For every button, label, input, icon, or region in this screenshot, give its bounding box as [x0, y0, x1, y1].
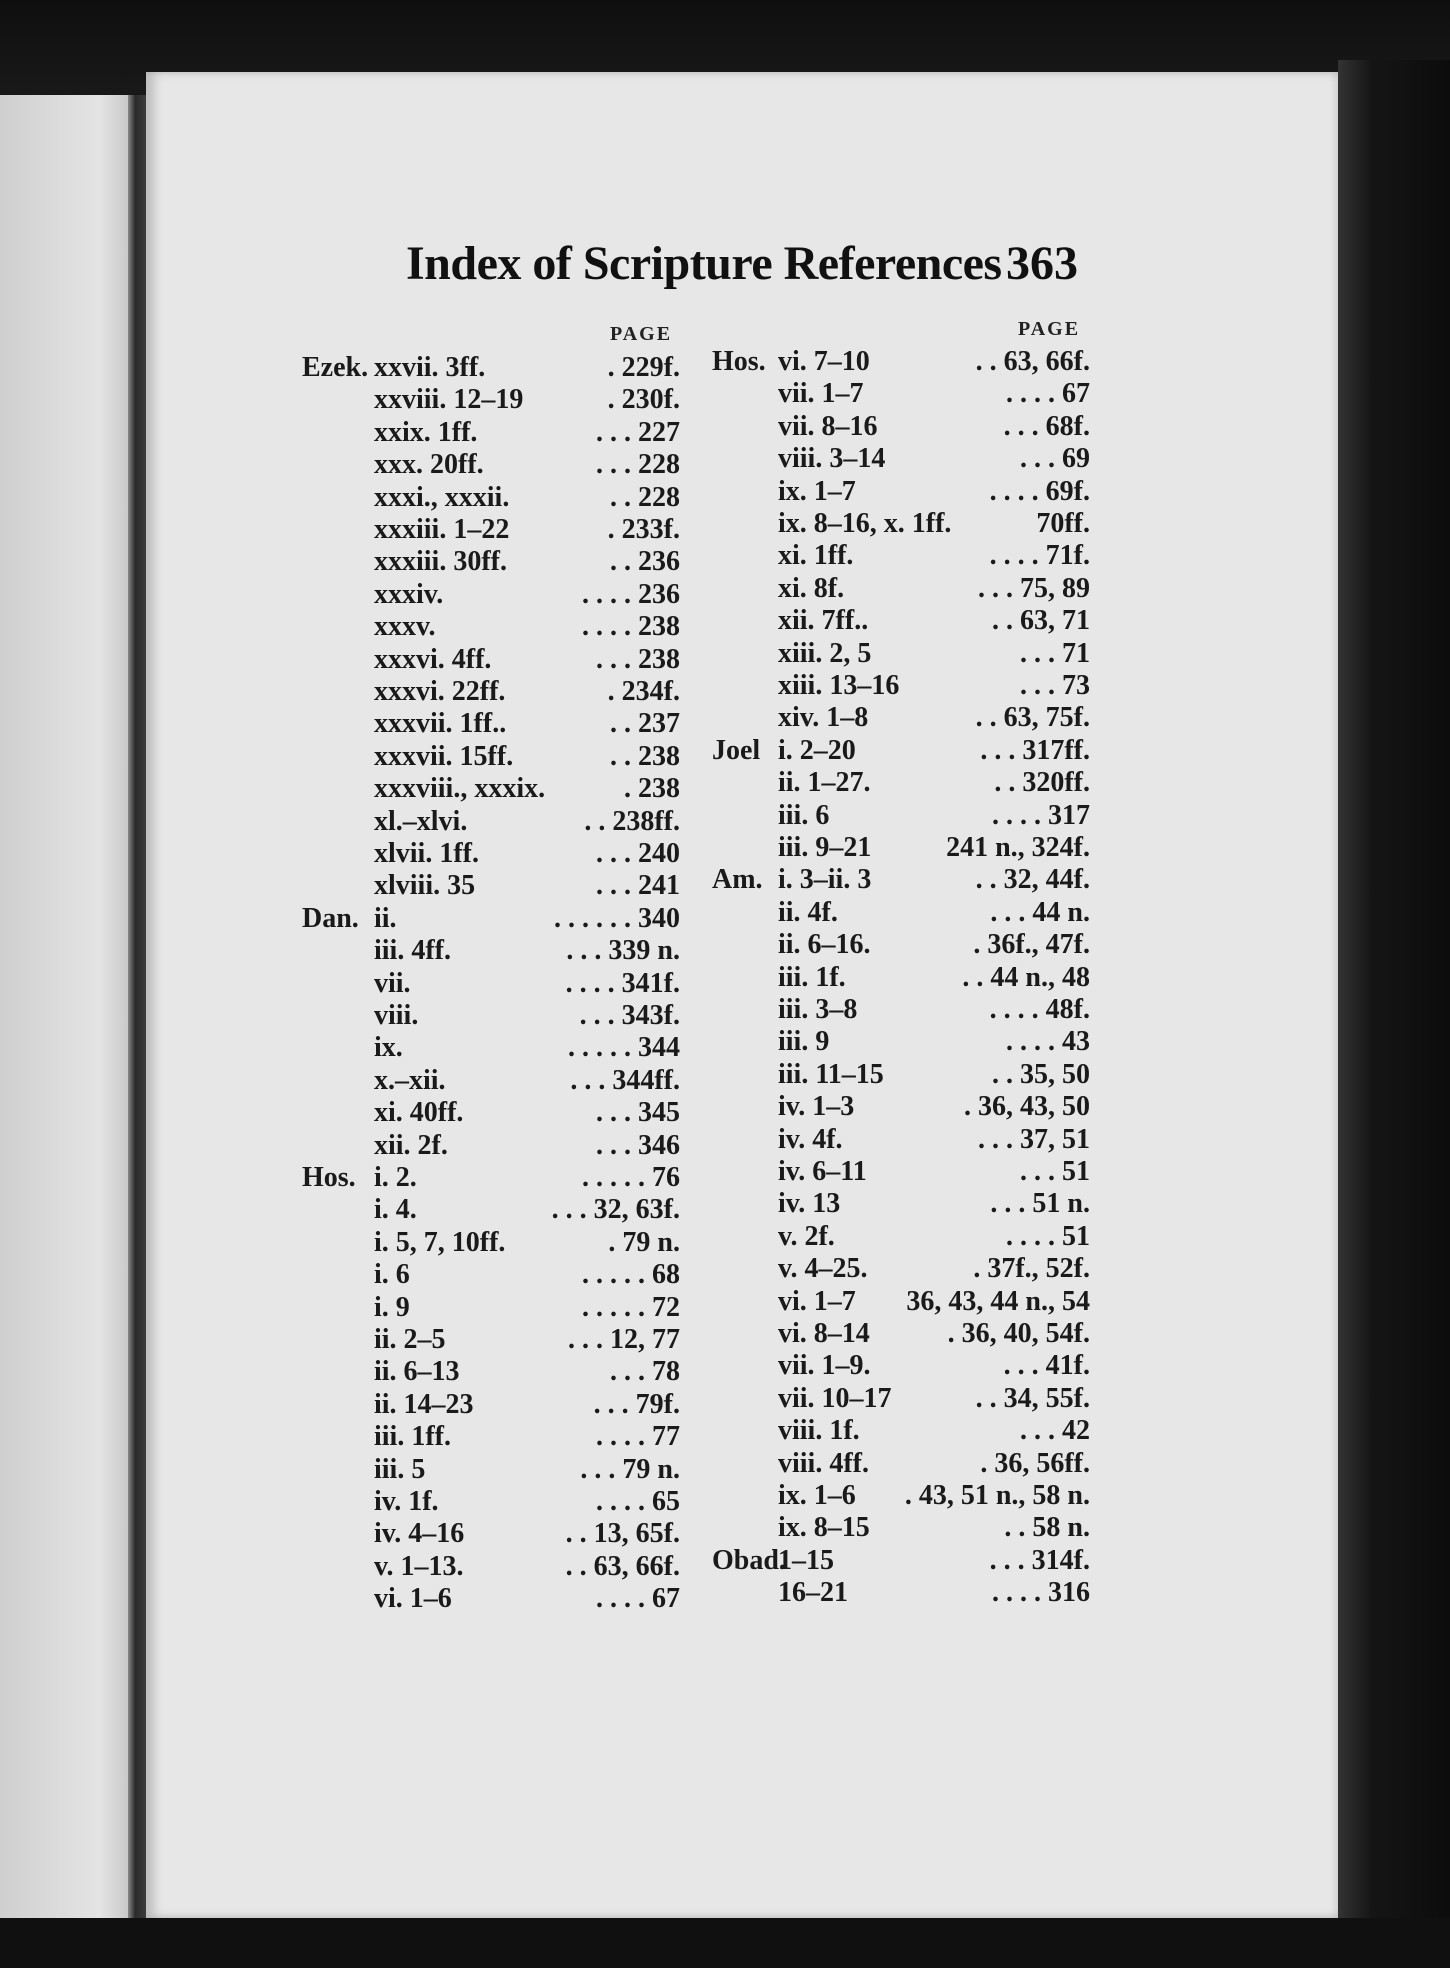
facing-page-edge: [0, 95, 142, 1925]
page-reference: . . 13, 65f.: [565, 1518, 680, 1550]
index-entry: [302, 579, 680, 613]
page-reference: . . . . 67: [596, 1583, 680, 1615]
book-abbreviation: Hos.: [302, 1162, 356, 1193]
verse-reference: xxxvii. 15ff.: [374, 740, 514, 772]
index-entry: [302, 1389, 680, 1423]
page-reference: . . . . 236: [582, 578, 680, 610]
verse-reference: xxxiii. 1–22: [374, 514, 510, 545]
page-reference: . . . 227: [596, 416, 680, 448]
verse-reference: i. 4.: [374, 1194, 417, 1226]
page-reference: . . . . 48f.: [989, 994, 1090, 1025]
index-entry: [302, 644, 680, 678]
verse-reference: xxxvii. 1ff..: [374, 708, 507, 740]
page-reference: . 43, 51 n., 58 n.: [904, 1480, 1090, 1511]
index-entry: [302, 1324, 680, 1358]
page-reference: . . 236: [610, 546, 680, 578]
verse-reference: vii. 1–7: [778, 378, 864, 410]
page-reference: 70ff.: [1036, 508, 1090, 539]
index-entry: [302, 482, 680, 516]
index-entry: [712, 411, 1090, 445]
page-reference: . . . . 316: [992, 1577, 1090, 1609]
page-reference: . . . . 65: [596, 1486, 680, 1517]
verse-reference: ii. 6–16.: [778, 929, 871, 961]
page-reference: . . 34, 55f.: [975, 1382, 1090, 1414]
index-entry: [712, 1448, 1090, 1482]
verse-reference: ii.: [374, 902, 397, 934]
verse-reference: xxviii. 12–19: [374, 384, 524, 416]
right-column-page-heading: PAGE: [1018, 318, 1081, 340]
index-entry: [712, 1577, 1090, 1611]
index-entry: [302, 1032, 680, 1066]
verse-reference: vi. 1–6: [374, 1583, 452, 1615]
page-reference: . . . 345: [596, 1097, 680, 1129]
index-entry: [302, 1292, 680, 1326]
index-entry: [712, 1350, 1090, 1384]
verse-reference: iii. 11–15: [778, 1058, 884, 1090]
index-entry: [712, 1383, 1090, 1417]
index-entry: [302, 1583, 680, 1617]
index-entry: [302, 870, 680, 904]
index-entry: [712, 1512, 1090, 1546]
page-reference: . . 63, 66f.: [565, 1550, 680, 1582]
index-entry: [712, 832, 1090, 866]
page-reference: . . . . 69f.: [989, 475, 1090, 507]
index-entry: [302, 773, 680, 807]
verse-reference: xxvii. 3ff.: [374, 352, 486, 383]
verse-reference: iii. 5: [374, 1453, 426, 1485]
page-reference: . . 63, 71: [992, 605, 1090, 637]
index-entry: [712, 670, 1090, 704]
book-abbreviation: Joel: [712, 734, 761, 766]
index-entry: [712, 929, 1090, 963]
page-reference: . . 238ff.: [584, 805, 680, 837]
verse-reference: vi. 1–7: [778, 1285, 856, 1317]
index-entry: [302, 1486, 680, 1520]
index-entry: [302, 1227, 680, 1261]
page-reference: . . . . . 72: [582, 1291, 680, 1323]
verse-reference: x.–xii.: [374, 1064, 446, 1096]
verse-reference: v. 4–25.: [778, 1253, 868, 1285]
page-reference: . 36f., 47f.: [973, 929, 1090, 961]
page-reference: . . . . 238: [582, 611, 680, 643]
verse-reference: viii. 4ff.: [778, 1447, 869, 1479]
page-reference: . 238: [624, 773, 680, 805]
verse-reference: ii. 4f.: [778, 896, 838, 928]
page-reference: . . . . 77: [596, 1421, 680, 1453]
index-entry: [712, 1124, 1090, 1158]
index-entry: [302, 1097, 680, 1131]
index-entry: [712, 994, 1090, 1028]
page-reference: . . . 51 n.: [990, 1188, 1090, 1220]
index-entry: [712, 605, 1090, 639]
page-reference: . . 63, 75f.: [975, 702, 1090, 734]
index-entry: [302, 1194, 680, 1228]
index-entry: [712, 638, 1090, 672]
page-reference: . . 228: [610, 481, 680, 513]
page-reference: . . . 73: [1020, 670, 1090, 701]
index-entry: [712, 800, 1090, 834]
index-entry: [302, 676, 680, 710]
index-entry: [302, 1065, 680, 1099]
page-reference: . . . 314f.: [989, 1544, 1090, 1576]
page-reference: . 234f.: [607, 676, 680, 707]
book-abbreviation: Obad.: [712, 1544, 786, 1576]
page-reference: . . . 69: [1020, 443, 1090, 475]
page-reference: . . . 41f.: [1003, 1350, 1090, 1382]
verse-reference: xi. 1ff.: [778, 540, 854, 572]
index-entry: [712, 346, 1090, 380]
index-entry: [302, 514, 680, 548]
verse-reference: xxix. 1ff.: [374, 416, 478, 448]
index-entry: [712, 1415, 1090, 1449]
page-reference: . . . . 67: [1006, 378, 1090, 410]
page-reference: . . . 344ff.: [570, 1064, 680, 1096]
index-entry: [302, 838, 680, 872]
index-entry: [712, 1286, 1090, 1320]
verse-reference: iv. 4–16: [374, 1518, 465, 1550]
page-reference: . 233f.: [607, 514, 680, 545]
verse-reference: vii.: [374, 967, 411, 999]
verse-reference: xii. 2f.: [374, 1129, 448, 1161]
page-reference: . . 35, 50: [992, 1058, 1090, 1090]
verse-reference: xxxvi. 22ff.: [374, 676, 506, 707]
page-reference: . 230f.: [607, 384, 680, 416]
index-entry: [302, 1000, 680, 1034]
verse-reference: iii. 1f.: [778, 961, 846, 993]
verse-reference: vii. 1–9.: [778, 1350, 871, 1382]
index-entry: [302, 1454, 680, 1488]
verse-reference: xlviii. 35: [374, 870, 476, 902]
page-reference: . . . 32, 63f.: [551, 1194, 680, 1226]
verse-reference: i. 5, 7, 10ff.: [374, 1226, 506, 1258]
verse-reference: iii. 1ff.: [374, 1421, 451, 1453]
index-entry: [712, 702, 1090, 736]
index-entry: [712, 767, 1090, 801]
verse-reference: ix. 1–6: [778, 1480, 856, 1511]
page-reference: . 37f., 52f.: [973, 1253, 1090, 1285]
page-reference: 36, 43, 44 n., 54: [906, 1285, 1090, 1317]
verse-reference: ii. 6–13: [374, 1356, 460, 1388]
page-reference: . . . 12, 77: [568, 1324, 680, 1355]
verse-reference: xxxi., xxxii.: [374, 481, 510, 513]
page-reference: . . 237: [610, 708, 680, 740]
verse-reference: ii. 1–27.: [778, 767, 871, 799]
page-reference: . . . 317ff.: [980, 734, 1090, 766]
verse-reference: xi. 40ff.: [374, 1097, 464, 1129]
index-entry: [302, 1518, 680, 1552]
verse-reference: vii. 8–16: [778, 410, 878, 442]
index-entry: [712, 1221, 1090, 1255]
index-entry: [712, 378, 1090, 412]
verse-reference: vi. 8–14: [778, 1318, 870, 1349]
page-reference: . . . . . 68: [582, 1259, 680, 1291]
index-entry: [302, 708, 680, 742]
page-reference: . . . 79 n.: [580, 1453, 680, 1485]
page-reference: . . . . 71f.: [989, 540, 1090, 572]
index-entry: [302, 417, 680, 451]
verse-reference: ix. 8–15: [778, 1512, 870, 1544]
verse-reference: xxxiv.: [374, 578, 444, 610]
page-reference: . . . 228: [596, 449, 680, 481]
page-reference: . . . 240: [596, 838, 680, 869]
page-reference: . 79 n.: [608, 1226, 680, 1258]
index-entry: [712, 962, 1090, 996]
verse-reference: xii. 7ff..: [778, 605, 869, 637]
index-entry: [712, 508, 1090, 542]
verse-reference: iv. 1–3: [778, 1091, 855, 1123]
page-reference: . . . . . 344: [568, 1032, 680, 1064]
page-reference: . . 238: [610, 740, 680, 772]
verse-reference: i. 9: [374, 1291, 410, 1323]
left-column-page-heading: PAGE: [610, 323, 673, 345]
page-reference: . . . 238: [596, 643, 680, 675]
verse-reference: iv. 6–11: [778, 1156, 867, 1187]
verse-reference: 1–15: [778, 1544, 834, 1576]
verse-reference: i. 3–ii. 3: [778, 864, 872, 896]
verse-reference: i. 2–20: [778, 734, 856, 766]
verse-reference: xi. 8f.: [778, 572, 845, 604]
index-entry: [712, 1091, 1090, 1125]
verse-reference: ix.: [374, 1032, 403, 1064]
verse-reference: viii. 1f.: [778, 1415, 860, 1447]
verse-reference: viii.: [374, 1000, 419, 1031]
book-abbreviation: Ezek.: [302, 352, 369, 383]
background-right: [1338, 60, 1450, 1968]
verse-reference: ix. 8–16, x. 1ff.: [778, 508, 952, 539]
index-entry: [302, 741, 680, 775]
index-entry: [712, 1480, 1090, 1514]
page-reference: . 36, 40, 54f.: [947, 1318, 1090, 1349]
book-abbreviation: Hos.: [712, 346, 766, 377]
page-reference: . . . 42: [1020, 1415, 1090, 1447]
verse-reference: i. 6: [374, 1259, 410, 1291]
page-reference: . . . 241: [596, 870, 680, 902]
index-entry: [302, 903, 680, 937]
index-entry: [712, 897, 1090, 931]
index-entry: [712, 476, 1090, 510]
page-reference: . . 32, 44f.: [975, 864, 1090, 896]
index-entry: [302, 1130, 680, 1164]
index-entry: [712, 573, 1090, 607]
verse-reference: iv. 4f.: [778, 1123, 843, 1155]
index-entry: [712, 1253, 1090, 1287]
page-reference: . . . 37, 51: [978, 1123, 1090, 1155]
page-reference: . 36, 43, 50: [964, 1091, 1090, 1123]
page-reference: . . . 343f.: [579, 1000, 680, 1031]
index-entry: [712, 864, 1090, 898]
verse-reference: xxxviii., xxxix.: [374, 773, 546, 805]
book-abbreviation: Dan.: [302, 902, 359, 934]
index-entry: [302, 1259, 680, 1293]
page-reference: . . . 68f.: [1003, 410, 1090, 442]
index-entry: [712, 1188, 1090, 1222]
verse-reference: xxxv.: [374, 611, 436, 643]
book-gutter: [128, 95, 146, 1925]
index-entry: [302, 1421, 680, 1455]
page-title: Index of Scripture References: [406, 237, 1002, 290]
verse-reference: v. 1–13.: [374, 1550, 464, 1582]
index-entry: [712, 443, 1090, 477]
index-entry: [302, 1162, 680, 1196]
index-entry: [302, 806, 680, 840]
book-abbreviation: Am.: [712, 864, 763, 896]
verse-reference: iii. 9: [778, 1026, 830, 1058]
page-reference: . . 320ff.: [994, 767, 1090, 799]
index-entry: [712, 1318, 1090, 1352]
verse-reference: ii. 2–5: [374, 1324, 446, 1355]
index-entry: [302, 1356, 680, 1390]
page-reference: . . . . 317: [992, 799, 1090, 831]
verse-reference: xiii. 13–16: [778, 670, 900, 701]
index-entry: [712, 735, 1090, 769]
page-number: 363: [1006, 237, 1078, 290]
page-reference: . . 58 n.: [1004, 1512, 1090, 1544]
verse-reference: iv. 1f.: [374, 1486, 439, 1517]
verse-reference: iv. 13: [778, 1188, 841, 1220]
index-entry: [712, 540, 1090, 574]
page-reference: . . 44 n., 48: [962, 961, 1090, 993]
verse-reference: viii. 3–14: [778, 443, 886, 475]
background-bottom: [0, 1918, 1450, 1968]
verse-reference: xl.–xlvi.: [374, 805, 468, 837]
verse-reference: ix. 1–7: [778, 475, 856, 507]
page-reference: . . . 339 n.: [566, 935, 680, 967]
page-reference: . . 63, 66f.: [975, 346, 1090, 377]
page-reference: . . . . 341f.: [565, 967, 680, 999]
index-entry: [712, 1059, 1090, 1093]
verse-reference: vii. 10–17: [778, 1382, 892, 1414]
page-reference: . . . . 43: [1006, 1026, 1090, 1058]
page-reference: . . . 51: [1020, 1156, 1090, 1187]
index-entry: [302, 384, 680, 418]
page-reference: . . . 71: [1020, 637, 1090, 669]
verse-reference: xlvii. 1ff.: [374, 838, 479, 869]
verse-reference: xxx. 20ff.: [374, 449, 484, 481]
page-reference: . . . 79f.: [593, 1388, 680, 1420]
verse-reference: iii. 6: [778, 799, 830, 831]
verse-reference: xxxvi. 4ff.: [374, 643, 492, 675]
index-entry: [302, 546, 680, 580]
index-entry: [302, 935, 680, 969]
index-entry: [712, 1026, 1090, 1060]
verse-reference: xiv. 1–8: [778, 702, 869, 734]
index-entry: [712, 1545, 1090, 1579]
page-reference: . 229f.: [607, 352, 680, 383]
page-reference: . 36, 56ff.: [980, 1447, 1090, 1479]
verse-reference: i. 2.: [374, 1162, 417, 1193]
verse-reference: vi. 7–10: [778, 346, 870, 377]
page-reference: . . . 346: [596, 1129, 680, 1161]
page-reference: . . . . 51: [1006, 1220, 1090, 1252]
page-reference: . . . 78: [610, 1356, 680, 1388]
verse-reference: v. 2f.: [778, 1220, 835, 1252]
page-reference: . . . . . 76: [582, 1162, 680, 1193]
page-reference: . . . 44 n.: [990, 896, 1090, 928]
index-entry: [712, 1156, 1090, 1190]
verse-reference: xxxiii. 30ff.: [374, 546, 507, 578]
page-reference: . . . . . . 340: [554, 902, 680, 934]
page-reference: 241 n., 324f.: [946, 832, 1090, 863]
index-entry: [302, 449, 680, 483]
verse-reference: ii. 14–23: [374, 1388, 474, 1420]
index-entry: [302, 1551, 680, 1585]
page-reference: . . . 75, 89: [978, 572, 1090, 604]
verse-reference: 16–21: [778, 1577, 848, 1609]
index-entry: [302, 968, 680, 1002]
index-entry: [302, 352, 680, 386]
verse-reference: iii. 9–21: [778, 832, 872, 863]
verse-reference: iii. 4ff.: [374, 935, 451, 967]
verse-reference: xiii. 2, 5: [778, 637, 872, 669]
index-entry: [302, 611, 680, 645]
verse-reference: iii. 3–8: [778, 994, 858, 1025]
